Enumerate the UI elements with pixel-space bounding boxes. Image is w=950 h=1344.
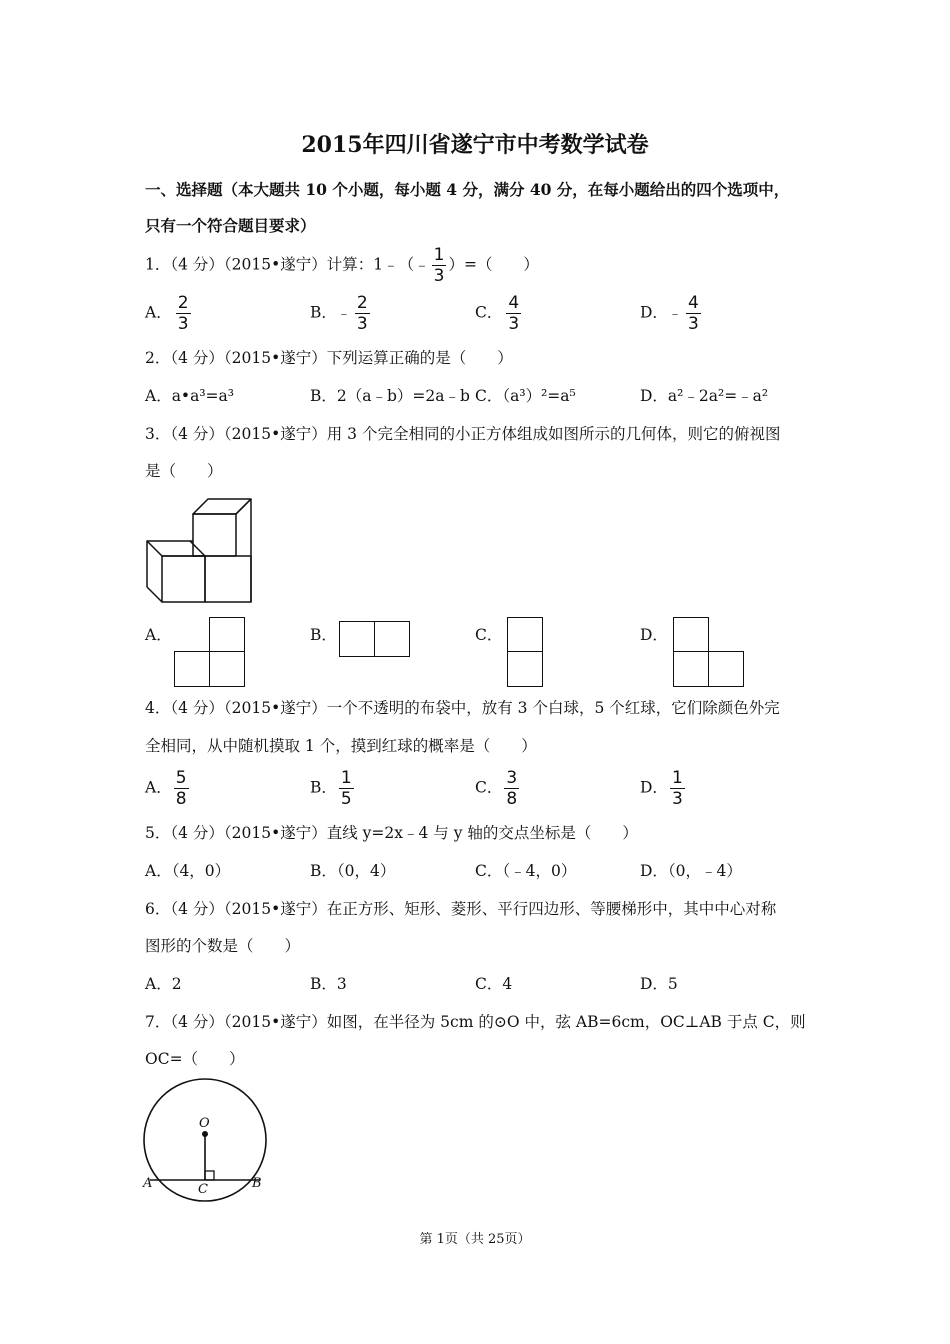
fraction-denominator: 3 — [177, 314, 189, 334]
question-2-option-c[interactable]: C．（a³）²=a⁵ — [475, 387, 576, 405]
question-3-line1: 3．（4 分）（2015•遂宁）用 3 个完全相同的小正方体组成如图所示的几何体，则它的俯视图 — [145, 425, 781, 443]
option-label: B． — [310, 778, 337, 797]
section-header-line1: 一、选择题（本大题共 10 个小题，每小题 4 分，满分 40 分，在每小题给出的四个选项中， — [145, 180, 790, 199]
option-label: C． — [475, 778, 503, 797]
question-6-option-c[interactable]: C．4 — [475, 975, 513, 993]
page-footer: 第 1页（共 25页） — [419, 1232, 531, 1247]
fraction-numerator: 1 — [671, 768, 683, 788]
option-sign: ﹣ — [667, 305, 682, 322]
question-3-option-d-label[interactable]: D． — [640, 626, 668, 644]
label-o: O — [199, 1116, 210, 1131]
question-5-option-d[interactable]: D．（0，﹣4） — [640, 862, 742, 880]
fraction-numerator: 4 — [508, 293, 520, 313]
fraction-numerator: 4 — [687, 293, 699, 313]
question-3-option-c-label[interactable]: C． — [475, 626, 503, 644]
question-3-option-a-label[interactable]: A． — [145, 626, 172, 644]
question-5-option-b[interactable]: B．（0，4） — [310, 862, 396, 880]
question-3-option-b-label[interactable]: B． — [310, 626, 337, 644]
question-6-line1: 6．（4 分）（2015•遂宁）在正方形、矩形、菱形、平行四边形、等腰梯形中，其中中心对称 — [145, 900, 777, 918]
label-a: A — [143, 1176, 153, 1191]
fraction-numerator: 2 — [177, 293, 189, 313]
fraction-numerator: 1 — [340, 768, 352, 788]
question-5-stem: 5．（4 分）（2015•遂宁）直线 y=2x﹣4 与 y 轴的交点坐标是（ ） — [145, 824, 638, 842]
fraction-numerator: 3 — [506, 768, 518, 788]
option-label: A． — [145, 778, 172, 797]
question-2-option-a[interactable]: A．a•a³=a³ — [145, 387, 234, 405]
question-5-option-c[interactable]: C．（﹣4，0） — [475, 862, 577, 880]
question-7-line1: 7．（4 分）（2015•遂宁）如图，在半径为 5cm 的⊙O 中，弦 AB=6cm，OC⊥AB 于点 C，则 — [145, 1013, 806, 1031]
section-header-line2: 只有一个符合题目要求） — [145, 216, 316, 235]
question-4-line1: 4．（4 分）（2015•遂宁）一个不透明的布袋中，放有 3 个白球，5 个红球，它们除颜色外完 — [145, 699, 780, 717]
fraction-numerator: 1 — [433, 245, 445, 265]
label-b: B — [252, 1176, 262, 1191]
option-label: C． — [475, 303, 503, 322]
fraction-denominator: 8 — [506, 789, 518, 809]
option-label: D． — [640, 778, 668, 797]
option-sign: ﹣ — [336, 305, 351, 322]
question-6-line2: 图形的个数是（ ） — [145, 937, 301, 955]
option-label: B． — [310, 303, 337, 322]
fraction-denominator: 3 — [356, 314, 368, 334]
option-label: D． — [640, 303, 668, 322]
option-label: A． — [145, 303, 172, 322]
fraction-numerator: 5 — [175, 768, 187, 788]
fraction-numerator: 2 — [356, 293, 368, 313]
question-3-line2: 是（ ） — [145, 462, 223, 480]
page-title: 2015年四川省遂宁市中考数学试卷 — [301, 132, 649, 158]
question-6-option-d[interactable]: D．5 — [640, 975, 678, 993]
fraction-denominator: 8 — [175, 789, 187, 809]
question-4-line2: 全相同，从中随机摸取 1 个，摸到红球的概率是（ ） — [145, 737, 537, 755]
right-angle-mark — [205, 1171, 214, 1180]
question-2-option-d[interactable]: D．a²﹣2a²=﹣a² — [640, 387, 769, 405]
question-6-option-b[interactable]: B．3 — [310, 975, 347, 993]
question-1-stem-after: ）=（ ） — [448, 255, 539, 274]
fraction-denominator: 3 — [671, 789, 683, 809]
label-c: C — [198, 1182, 208, 1197]
question-7-line2: OC=（ ） — [145, 1050, 245, 1068]
fraction-denominator: 3 — [508, 314, 520, 334]
question-5-option-a[interactable]: A．（4，0） — [145, 862, 231, 880]
question-6-option-a[interactable]: A．2 — [145, 975, 182, 993]
question-2-stem: 2．（4 分）（2015•遂宁）下列运算正确的是（ ） — [145, 349, 513, 367]
fraction-denominator: 5 — [340, 789, 352, 809]
question-2-option-b[interactable]: B．2（a﹣b）=2a﹣b — [310, 387, 470, 405]
center-point — [202, 1131, 208, 1137]
fraction-denominator: 3 — [433, 266, 445, 286]
question-1-stem-before: 1．（4 分）（2015•遂宁）计算：1﹣（﹣ — [145, 255, 430, 274]
fraction-denominator: 3 — [687, 314, 699, 334]
